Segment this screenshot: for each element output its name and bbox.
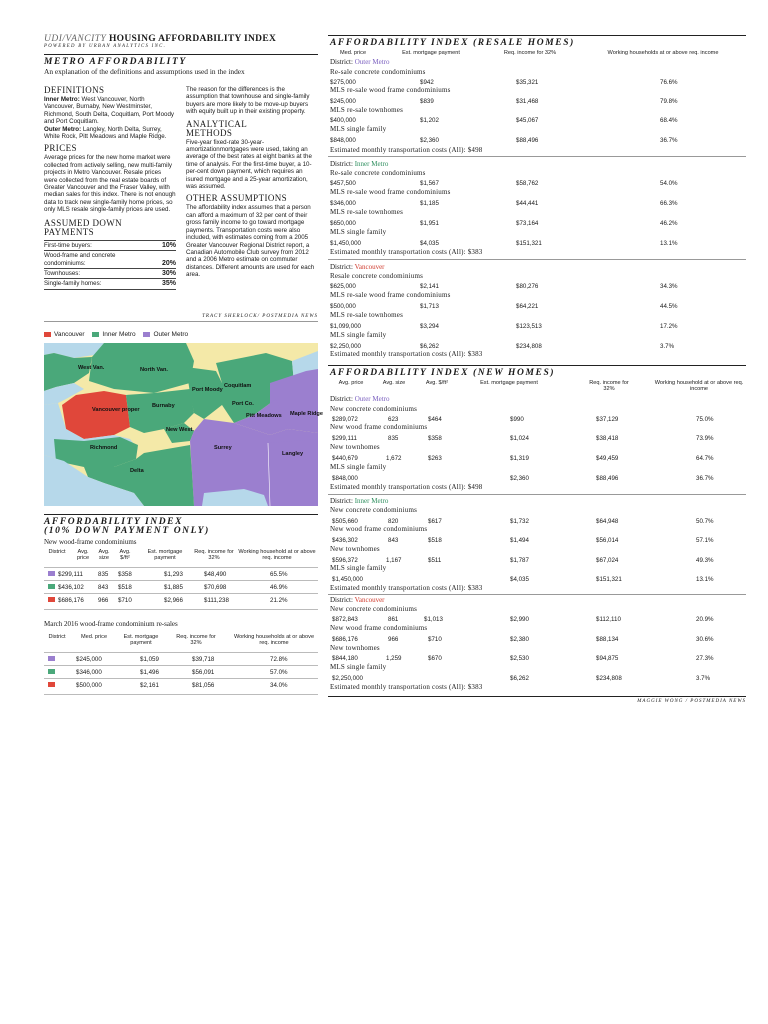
divider [328, 365, 746, 366]
col-header: Avg. price [76, 549, 90, 562]
map-label-new-west: New West. [166, 427, 194, 433]
col-header: Est. mortgage payment [123, 634, 159, 647]
col-header: Req. income for 32% [589, 380, 629, 393]
resale-table: District: Outer Metro Re-sale concrete condominiums $275,000 $942 $35,321 76.6% MLS re-sale wood frame condominiums $245,000 $839 $31,468 79.8% MLS re-sale townhomes $400,000 $1,202 $45,067 68.4% MLS single family $848,000 $2,360 $88,496 36.7% Estimated monthly transportation costs (All): $498 District: Inner Metro Re-sale concrete condominiums $457,500 $1,567 $58,762 54.0% MLS re-sale wood frame condominiums $346,000 $1,185 $44,441 66.3% MLS re-sale townhomes $650,000 $1,951 $73,164 46.2% MLS single family $1,450,000 $4,035 $151,321 13.1% Estimated monthly transportation costs (All): $383 District: Vancouver Resale concrete condominiums $625,000 $2,141 $80,276 34.3% MLS re-sale wood frame condominiums $500,000 $1,713 $64,221 44.5% MLS re-sale townhomes $1,099,000 $3,294 $123,513 17.2% MLS single family $2,250,000 $6,262 $234,808 3.7% Estimated monthly transportation costs (All): $383 [330, 58, 746, 358]
category-label: MLS re-sale townhomes [330, 311, 404, 319]
newhomes-col-headers [328, 380, 746, 396]
down-payment-row: First-time buyers: 10% [44, 241, 176, 251]
move-up-text: The reason for the differences is the assumption that townhouse and single-family buyers are more likely to be move-up buyers with equity built up in their existing property. [186, 86, 310, 116]
down-payments-heading: ASSUMED DOWN PAYMENTS [44, 217, 123, 237]
col-header: Med. price [339, 50, 367, 56]
col-header: Req. income for 32% [176, 634, 216, 647]
category-label: MLS re-sale wood frame condominiums [330, 188, 451, 196]
col-header: Avg. size [98, 549, 110, 562]
inner-metro-definition: Inner Metro: West Vancouver, North Vancouver, Burnaby, New Westminster, Richmond, South Delta, Coquitlam, Port Moody and Port Coquitlam. [44, 96, 174, 126]
table-row: $346,000 $1,496 $56,091 57.0% [44, 665, 318, 681]
down-payment-row: Single-family homes: 35% [44, 279, 176, 289]
col-header: Working household at or above req. income [654, 380, 744, 393]
outer-metro-definition: Outer Metro: Langley, North Delta, Surrey, White Rock, Pitt Meadows and Maple Ridge. [44, 125, 167, 141]
map-vancouver-proper [62, 391, 130, 439]
map-label-coquitlam: Coquitlam [224, 383, 252, 389]
map-label-port-moody: Port Moody [192, 387, 223, 393]
col-header: Avg. $/ft² [425, 380, 449, 386]
category-label: New townhomes [330, 443, 380, 451]
metro-credit: TRACY SHERLOCK/ POSTMEDIA NEWS [202, 314, 318, 319]
col-header: Working households at or above req. income [607, 50, 719, 56]
other-assumptions-text: The affordability index assumes that a person can afford a maximum of 32 per cent of their gross family income to go toward mortgage payments. Transportation costs were also included, with estimates coming from a 2005 Greater Vancouver Regional District report, a Canadian Automobile Club survey from 2012 and a 2006 Metro estimate on commuter distances. Different amounts are used for each area. [186, 204, 315, 279]
category-label: MLS single family [330, 463, 387, 471]
divider [328, 259, 746, 260]
category-label: MLS re-sale wood frame condominiums [330, 291, 451, 299]
down-payment-row: Wood-frame and concrete condominiums: 20% [44, 251, 176, 269]
table-row: $436,102 843 $518 $1,885 $70,698 46.9% [44, 580, 318, 596]
category-label: MLS single family [330, 331, 387, 339]
category-label: New wood frame condominiums [330, 423, 428, 431]
prices-heading: PRICES [44, 143, 77, 154]
divider [44, 514, 318, 515]
col-header: District [48, 634, 66, 640]
transport-costs: Estimated monthly transportation costs (All): $498 [330, 483, 483, 491]
category-label: MLS single family [330, 125, 387, 133]
region-map [44, 343, 323, 506]
map-legend [44, 331, 188, 338]
category-label: MLS single family [330, 564, 387, 572]
col-header: Est. mortgage payment [480, 380, 538, 386]
metro-col-left [44, 86, 176, 290]
transport-costs: Estimated monthly transportation costs (All): $383 [330, 248, 483, 256]
resale-heading: AFFORDABILITY INDEX (RESALE HOMES) [330, 38, 575, 48]
metro-heading: METRO AFFORDABILITY [44, 57, 187, 67]
divider [328, 35, 746, 36]
first-time-sub2: March 2016 wood-frame condominium re-sales [44, 620, 178, 628]
col-header: Med. price [80, 634, 108, 640]
category-label: MLS single family [330, 663, 387, 671]
legend-swatch [44, 332, 51, 337]
category-label: New townhomes [330, 644, 380, 652]
col-header: Working household at or above req. income [238, 549, 316, 562]
masthead [44, 33, 309, 49]
metro-intro: An explanation of the definitions and assumptions used in the index [44, 67, 245, 76]
down-payment-table [44, 240, 176, 290]
col-header: Est. mortgage payment [147, 549, 183, 562]
table-row: $500,000 $2,161 $81,056 34.0% [44, 678, 318, 695]
divider [328, 696, 746, 697]
col-header: District [48, 549, 66, 555]
map-label-burnaby: Burnaby [152, 403, 175, 409]
first-time-subheading: (10% DOWN PAYMENT ONLY) [44, 526, 210, 536]
transport-costs: Estimated monthly transportation costs (All): $383 [330, 683, 483, 691]
legend-swatch [92, 332, 99, 337]
down-payment-row: Townhouses: 30% [44, 269, 176, 279]
map-label-pitt-meadows: Pitt Meadows [246, 413, 282, 419]
table-row: $245,000 $1,059 $39,718 72.8% [44, 652, 318, 668]
map-label-port-coquitlam: Port Co. [232, 401, 254, 407]
district-label: District: Outer Metro [330, 58, 390, 66]
legend-swatch [143, 332, 150, 337]
transport-costs: Estimated monthly transportation costs (All): $383 [330, 350, 483, 358]
district-label: District: Inner Metro [330, 160, 389, 168]
resale-col-headers [328, 50, 746, 58]
prices-text: Average prices for the new home market were collected from actively selling, new multi-family projects in Metro Vancouver. Resale prices were collected from the real estate boards of Greater Vancouver and the Fraser Valley, with median sales for this index. There is not enough data to track new single-family home prices, so only MLS resale single-family prices are used. [44, 154, 176, 214]
transport-costs: Estimated monthly transportation costs (All): $383 [330, 584, 483, 592]
col-header: Avg. size [382, 380, 406, 386]
newhomes-credit: MAGGIE WONG / POSTMEDIA NEWS [637, 699, 746, 704]
table-row: $299,111 835 $358 $1,293 $48,490 65.5% [44, 567, 318, 583]
map-label-surrey: Surrey [214, 445, 232, 451]
map-label-north-van: North Van. [140, 367, 168, 373]
category-label: Resale concrete condominiums [330, 272, 424, 280]
category-label: New wood frame condominiums [330, 624, 428, 632]
category-label: New townhomes [330, 545, 380, 553]
category-label: New wood frame condominiums [330, 525, 428, 533]
legend-item-inner-metro: Inner Metro [92, 331, 135, 338]
first-time-sub1: New wood-frame condominiums [44, 538, 137, 546]
category-label: MLS single family [330, 228, 387, 236]
district-label: District: Vancouver [330, 263, 385, 271]
divider [44, 321, 318, 322]
map-label-delta: Delta [130, 468, 144, 474]
col-header: Avg. price [338, 380, 364, 386]
analytical-heading: ANALYTICAL METHODS [186, 118, 247, 138]
masthead-title: HOUSING AFFORDABILITY INDEX [108, 34, 277, 44]
analytical-text: Five-year fixed-rate 30-year-amortizationmortgages were used, taking an average of the best rates at eight banks at the time of analysis. For the first-time buyer, a 10-per-cent down payment, which requires an isured mortgage and a 25-year amortization, was assumed. [186, 138, 312, 191]
divider [328, 156, 746, 157]
map-label-richmond: Richmond [90, 445, 118, 451]
category-label: MLS re-sale townhomes [330, 106, 404, 114]
definitions-heading: DEFINITIONS [44, 85, 105, 95]
legend-item-vancouver: Vancouver [44, 331, 85, 338]
divider [328, 594, 746, 595]
col-header: Req. income for 32% [194, 549, 234, 562]
first-time-heading: AFFORDABILITY INDEX [44, 517, 184, 527]
category-label: MLS re-sale wood frame condominiums [330, 86, 451, 94]
map-label-langley: Langley [282, 451, 304, 457]
metro-col-right [186, 86, 318, 279]
legend-item-outer-metro: Outer Metro [143, 331, 188, 338]
col-header: Req. income for 32% [503, 50, 557, 56]
other-assumptions-heading: OTHER ASSUMPTIONS [186, 193, 288, 204]
category-label: MLS re-sale townhomes [330, 208, 404, 216]
divider [328, 494, 746, 495]
map-label-maple-ridge: Maple Ridge [290, 411, 323, 417]
category-label: Re-sale concrete condominiums [330, 68, 426, 76]
category-label: New concrete condominiums [330, 405, 418, 413]
masthead-powered: POWERED BY URBAN ANALYTICS INC. [44, 44, 167, 49]
category-label: Re-sale concrete condominiums [330, 169, 426, 177]
col-header: Avg. $/ft² [119, 549, 131, 562]
district-label: District: Inner Metro [330, 497, 389, 505]
category-label: New concrete condominiums [330, 605, 418, 613]
first-time-col-headers [44, 549, 318, 565]
col-header: Working households at or above req. income [233, 634, 315, 647]
newhomes-heading: AFFORDABILITY INDEX (NEW HOMES) [330, 368, 556, 378]
map-richmond [54, 437, 138, 467]
map-label-west-van: West Van. [78, 365, 105, 371]
divider [44, 54, 318, 55]
district-label: District: Outer Metro [330, 395, 390, 403]
district-label: District: Vancouver [330, 596, 385, 604]
map-label-vancouver: Vancouver proper [92, 407, 140, 413]
table-row: $686,176 966 $710 $2,966 $111,238 21.2% [44, 593, 318, 610]
transport-costs: Estimated monthly transportation costs (All): $498 [330, 146, 483, 154]
masthead-brand: UDI/VANCITY [44, 34, 107, 44]
col-header: Est. mortgage payment [402, 50, 460, 56]
category-label: New concrete condominiums [330, 506, 418, 514]
resale-condo-col-headers [44, 634, 318, 650]
map-langley [266, 439, 318, 506]
newhomes-table: District: Outer Metro New concrete condominiums $289,072 623 $464 $990 $37,129 75.0% New wood frame condominiums $299,111 835 $358 $1,024 $38,418 73.9% New townhomes $440,679 1,672 $263 $1,319 $49,459 64.7% MLS single family $848,000 $2,360 $88,496 36.7% Estimated monthly transportation costs (All): $498 District: Inner Metro New concrete condominiums $505,660 820 $617 $1,732 $64,948 50.7% New wood frame condominiums $436,302 843 $518 $1,494 $56,014 57.1% New townhomes $596,372 1,167 $511 $1,787 $67,024 49.3% MLS single family $1,450,000 $4,035 $151,321 13.1% Estimated monthly transportation costs (All): $383 District: Vancouver New concrete condominiums $872,843 861 $1,013 $2,990 $112,110 20.9% New wood frame condominiums $686,176 966 $710 $2,380 $88,134 30.6% New townhomes $844,180 1,259 $670 $2,530 $94,875 27.3% MLS single family $2,250,000 $6,262 $234,808 3.7% Estimated monthly transportation costs (All): $383 [330, 395, 746, 695]
